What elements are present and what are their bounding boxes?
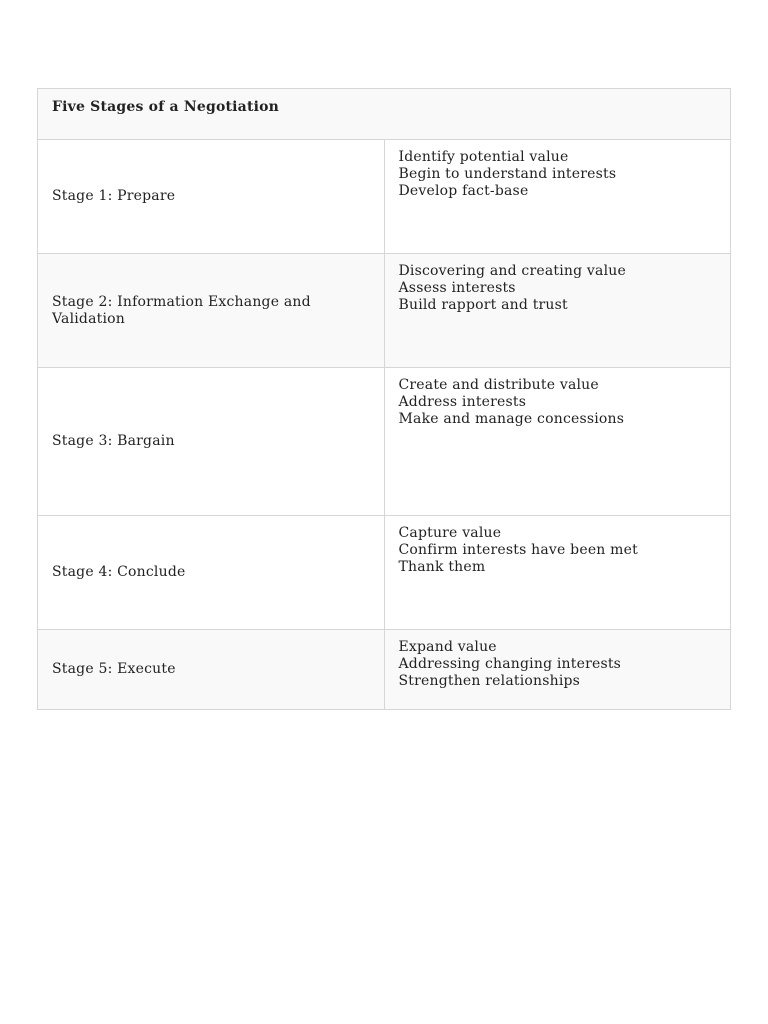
stage-name: Stage 2: Information Exchange and Validation xyxy=(38,254,385,368)
stage-detail-item: Expand value xyxy=(398,639,497,655)
stage-detail-item: Address interests xyxy=(398,394,527,410)
stage-name: Stage 1: Prepare xyxy=(38,140,385,254)
stage-detail-item: Addressing changing interests xyxy=(398,656,622,672)
stage-detail-item: Build rapport and trust xyxy=(398,297,568,313)
stage-detail-item: Create and distribute value xyxy=(398,377,599,393)
stage-detail-item: Begin to understand interests xyxy=(398,166,617,182)
stage-details xyxy=(384,516,731,630)
table-row xyxy=(38,254,731,368)
table-title-row xyxy=(38,89,731,140)
stage-name: Stage 3: Bargain xyxy=(38,368,385,516)
negotiation-stages-table xyxy=(37,88,731,710)
table-row xyxy=(38,516,731,630)
stage-details xyxy=(384,140,731,254)
stage-detail-item: Develop fact-base xyxy=(398,183,529,199)
stage-detail-item: Make and manage concessions xyxy=(398,411,625,427)
table-row xyxy=(38,140,731,254)
stage-detail-item: Strengthen relationships xyxy=(398,673,581,689)
stage-detail-item: Identify potential value xyxy=(398,149,569,165)
table-row xyxy=(38,368,731,516)
stage-detail-item: Assess interests xyxy=(398,280,516,296)
stage-detail-item: Confirm interests have been met xyxy=(398,542,638,558)
stage-detail-item: Capture value xyxy=(398,525,502,541)
stage-detail-item: Thank them xyxy=(398,559,486,575)
stage-name: Stage 4: Conclude xyxy=(38,516,385,630)
table-row xyxy=(38,630,731,710)
stage-details xyxy=(384,630,731,710)
table-title-cell xyxy=(38,89,731,140)
stage-detail-item: Discovering and creating value xyxy=(398,263,626,279)
stage-details xyxy=(384,368,731,516)
table-title: Five Stages of a Negotiation xyxy=(52,99,280,115)
stage-details xyxy=(384,254,731,368)
stage-name: Stage 5: Execute xyxy=(38,630,385,710)
